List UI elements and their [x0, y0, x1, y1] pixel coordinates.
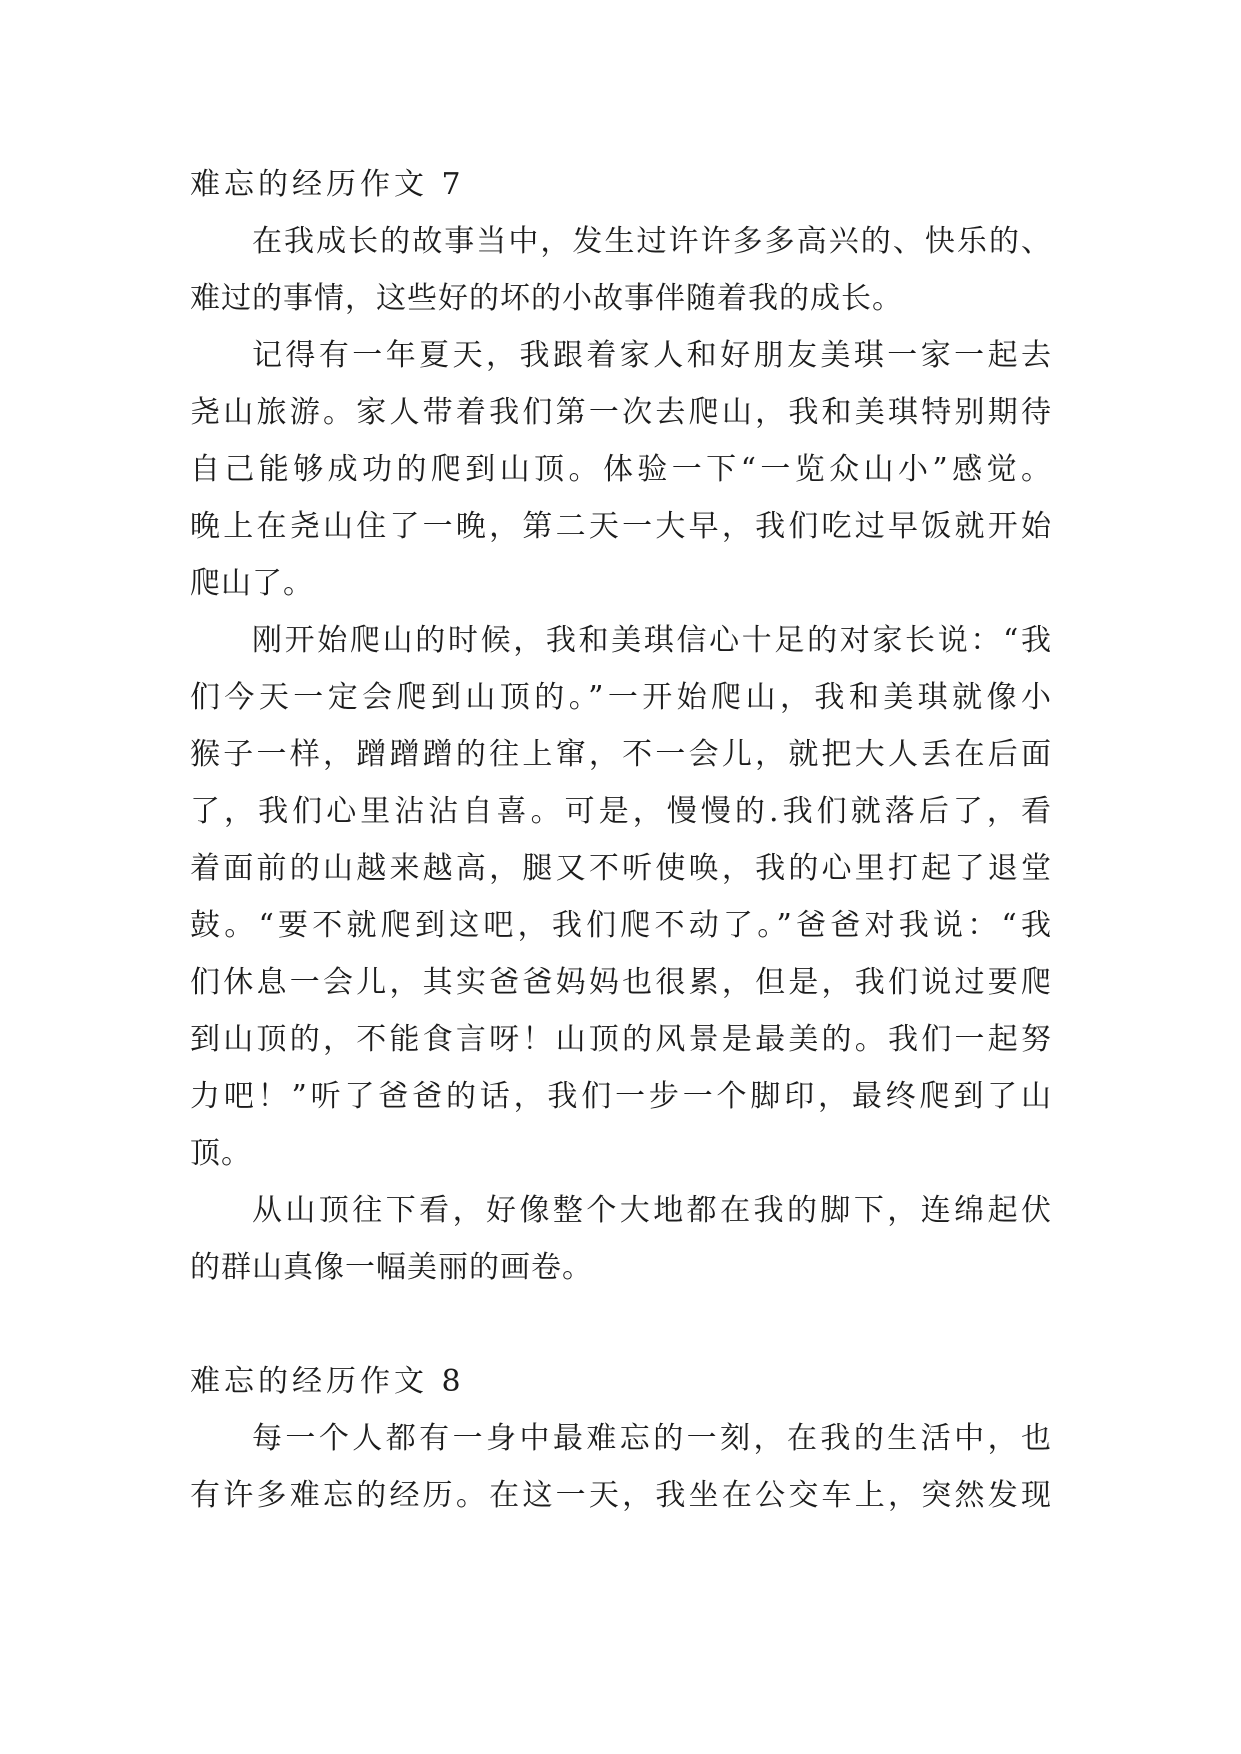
paragraph-line: 到山顶的，不能食言呀！山顶的风景是最美的。我们一起努 [190, 1022, 1052, 1057]
paragraph-line: 尧山旅游。家人带着我们第一次去爬山，我和美琪特别期待 [190, 395, 1052, 430]
paragraph [190, 612, 1052, 1182]
paragraph-line: 每一个人都有一身中最难忘的一刻，在我的生活中，也 [252, 1421, 1052, 1456]
paragraph-line: 刚开始爬山的时候，我和美琪信心十足的对家长说：“我 [252, 623, 1052, 658]
paragraph [190, 1410, 1052, 1524]
section-title: 难忘的经历作文 7 [190, 167, 465, 202]
paragraph-line: 晚上在尧山住了一晚，第二天一大早，我们吃过早饭就开始 [190, 509, 1052, 544]
essay-section [190, 1353, 1052, 1524]
paragraph-line: 从山顶往下看，好像整个大地都在我的脚下，连绵起伏 [252, 1193, 1052, 1228]
paragraph-line: 难过的事情，这些好的坏的小故事伴随着我的成长。 [190, 281, 903, 316]
paragraph [190, 213, 1052, 327]
paragraph-line: 自己能够成功的爬到山顶。体验一下“一览众山小”感觉。 [190, 452, 1052, 487]
paragraph-line: 们今天一定会爬到山顶的。”一开始爬山，我和美琪就像小 [190, 680, 1052, 715]
paragraph-line: 猴子一样，蹭蹭蹭的往上窜，不一会儿，就把大人丢在后面 [190, 737, 1052, 772]
paragraph-line: 有许多难忘的经历。在这一天，我坐在公交车上，突然发现 [190, 1478, 1052, 1513]
paragraph [190, 1182, 1052, 1296]
paragraph-line: 着面前的山越来越高，腿又不听使唤，我的心里打起了退堂 [190, 851, 1052, 886]
paragraph-line: 爬山了。 [190, 566, 314, 601]
section-title: 难忘的经历作文 8 [190, 1364, 465, 1399]
paragraph-line: 了，我们心里沾沾自喜。可是，慢慢的.我们就落后了，看 [190, 794, 1052, 829]
paragraph [190, 327, 1052, 612]
document-page [190, 156, 1052, 1524]
paragraph-line: 们休息一会儿，其实爸爸妈妈也很累，但是，我们说过要爬 [190, 965, 1052, 1000]
paragraph-line: 顶。 [190, 1136, 252, 1171]
paragraph-line: 的群山真像一幅美丽的画卷。 [190, 1250, 593, 1285]
paragraph-line: 在我成长的故事当中，发生过许许多多高兴的、快乐的、 [252, 224, 1052, 259]
paragraph-line: 力吧！”听了爸爸的话，我们一步一个脚印，最终爬到了山 [190, 1079, 1052, 1114]
paragraph-line: 鼓。“要不就爬到这吧，我们爬不动了。”爸爸对我说：“我 [190, 908, 1052, 943]
paragraph-line: 记得有一年夏天，我跟着家人和好朋友美琪一家一起去 [252, 338, 1052, 373]
essay-section [190, 156, 1052, 1296]
